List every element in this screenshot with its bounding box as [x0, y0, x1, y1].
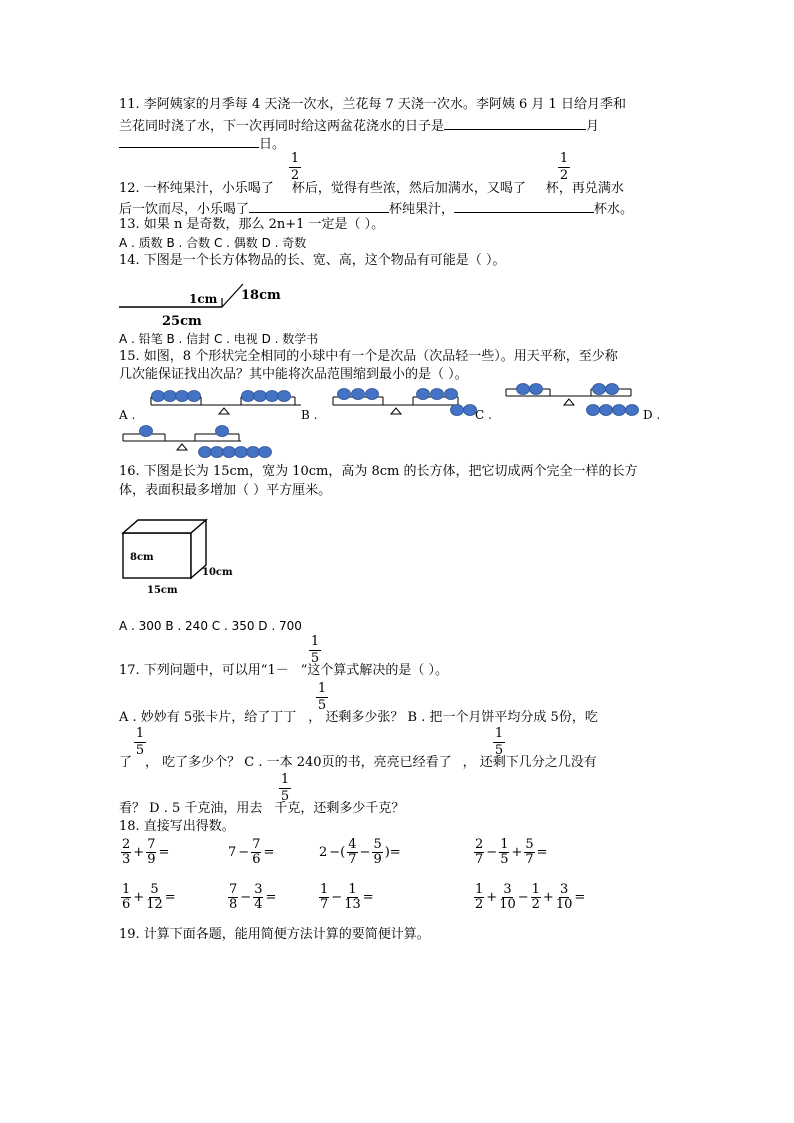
math-token: 6 [252, 852, 261, 867]
q15-option-d-balance[interactable] [123, 426, 272, 458]
math-token: 7 [252, 837, 261, 852]
math-token: = [158, 845, 170, 860]
fraction-denominator: 2 [559, 168, 569, 183]
math-token: 5 [500, 852, 509, 867]
q16-height-label: 8cm [130, 552, 154, 563]
q16-options[interactable]: A . 300 B . 240 C . 350 D . 700 [119, 619, 302, 633]
math-token: 5 [150, 882, 159, 897]
math-token: − [331, 890, 343, 905]
q17-option-d[interactable]: 看？ D . 5 千克油，用去 [119, 801, 263, 816]
fraction [499, 838, 509, 867]
math-token: 12 [146, 897, 163, 912]
fraction [474, 838, 484, 867]
math-token: 4 [254, 897, 263, 912]
fraction [474, 883, 484, 912]
math-token: 3 [559, 882, 569, 897]
math-token: = [265, 890, 277, 905]
q19-title: 19. 计算下面各题，能用简便方法计算的要简便计算。 [119, 927, 430, 942]
q12-water-blank[interactable] [454, 200, 594, 213]
q17-text-b-start: 了 [119, 755, 133, 770]
q12-line1 [119, 181, 624, 197]
fraction-numerator: 1 [135, 726, 145, 741]
fraction [121, 838, 131, 867]
fraction [319, 883, 329, 912]
fraction [531, 883, 541, 912]
q16-line1: 16. 下图是长为 15cm，宽为 10cm，高为 8cm 的长方体，把它切成两个完全一样的长方 [119, 464, 638, 479]
q12-text-e: 杯纯果汁， [389, 202, 455, 217]
fraction [347, 838, 357, 867]
q17-option-a[interactable]: A . 妙妙有 5张卡片，给了丁丁 [119, 710, 297, 725]
math-token: + [486, 890, 498, 905]
fraction [121, 883, 131, 912]
q11-unit-day: 日。 [259, 137, 286, 152]
q12-text-c: 杯，再兑满水 [545, 181, 624, 196]
math-token: 7 [525, 852, 534, 867]
q17-option-b[interactable]: ， 还剩多少张？ B . 把一个月饼平均分成 5份，吃 [308, 710, 598, 725]
q15-option-c-balance[interactable] [506, 384, 639, 416]
q15-option-a-label[interactable]: A . [119, 408, 136, 422]
q17-option-d-rest: 千克，还剩多少千克？ [274, 801, 405, 816]
math-token: 10 [555, 897, 573, 912]
q17-fraction-c [493, 727, 505, 758]
fraction [228, 883, 238, 912]
math-token: 4 [348, 837, 357, 852]
math-token: 1 [122, 882, 131, 897]
math-token: 2 [475, 897, 484, 912]
q15-line2: 几次能保证找出次品？其中能将次品范围缩到最小的是（ ）。 [119, 367, 468, 382]
math-token: 1 [500, 837, 509, 852]
q14-question: 14. 下图是一个长方体物品的长、宽、高，这个物品有可能是（ ）。 [119, 253, 506, 268]
math-token: 1 [320, 882, 329, 897]
math-token: + [542, 890, 554, 905]
math-token: 9 [373, 852, 382, 867]
q11-line3 [119, 135, 285, 153]
math-token: − [486, 845, 498, 860]
math-token: 13 [344, 897, 361, 912]
q11-line2 [119, 117, 599, 135]
q17-option-c-rest: ， 还剩下几分之几没有 [462, 755, 597, 770]
q12-text-a: 12. 一杯纯果汁，小乐喝了 [119, 181, 274, 196]
q12-juice-blank[interactable] [249, 200, 389, 213]
math-token: 8 [229, 897, 238, 912]
fraction-denominator: 5 [135, 743, 145, 758]
q15-option-a-balance[interactable] [151, 391, 301, 415]
q18-problem-7[interactable] [319, 883, 374, 912]
q18-problem-4[interactable] [474, 838, 548, 867]
q17-line2[interactable] [119, 710, 598, 726]
math-token: 3 [122, 852, 131, 867]
math-token: = [574, 890, 586, 905]
math-token: 7 [320, 897, 329, 912]
math-token: = [164, 890, 176, 905]
math-token: 3 [254, 882, 263, 897]
fraction-numerator: 1 [317, 681, 327, 696]
math-token: 1 [531, 882, 540, 897]
math-token: 9 [147, 852, 156, 867]
q15-option-b-balance[interactable] [333, 389, 477, 416]
math-token: 5 [373, 837, 382, 852]
math-token: 2 [531, 897, 540, 912]
q14-width-label: 1cm [189, 292, 218, 306]
fraction-numerator: 1 [310, 634, 320, 649]
math-token: 10 [499, 897, 516, 912]
fraction-numerator: 1 [280, 772, 290, 787]
q11-day-blank[interactable] [119, 135, 259, 148]
fraction-numerator: 1 [494, 726, 504, 741]
math-token: = [362, 890, 374, 905]
math-token: 7 [147, 837, 156, 852]
q12-text-f: 杯水。 [594, 202, 634, 217]
math-token: 7 [475, 852, 484, 867]
math-token: 7 [348, 852, 357, 867]
q17-line1 [119, 663, 448, 679]
q14-height-label: 18cm [241, 288, 281, 303]
q17-text-a: 17. 下列问题中，可以用“1－ [119, 663, 289, 678]
q11-text: 兰花同时浇了水，下一次再同时给这两盆花浇水的日子是 [119, 119, 445, 134]
q11-unit-month: 月 [586, 119, 600, 134]
math-token: = [536, 845, 548, 860]
fraction-denominator: 2 [290, 168, 300, 183]
q15-option-c-label[interactable]: C . [475, 408, 492, 422]
math-token: − [517, 890, 529, 905]
q14-dimension-figure [115, 270, 315, 332]
math-token: − [238, 845, 250, 860]
math-token: −( [329, 845, 346, 860]
q17-text-b: ”这个算式解决的是（ ）。 [300, 663, 449, 678]
math-token: + [511, 845, 523, 860]
q18-problem-5[interactable] [121, 883, 176, 912]
q18-title: 18. 直接写出得数。 [119, 819, 235, 834]
q15-option-b-label[interactable]: B . [301, 408, 318, 422]
fraction [344, 883, 361, 912]
q16-cuboid-figure [115, 515, 245, 600]
q15-option-d-label[interactable]: D . [643, 408, 661, 422]
fraction-denominator: 5 [317, 698, 327, 713]
q15-balance-figures [115, 383, 675, 458]
math-token: 2 [319, 845, 328, 860]
fraction [146, 838, 156, 867]
fraction [146, 883, 163, 912]
q17-fraction-a [316, 682, 328, 713]
math-token: − [240, 890, 252, 905]
q12-line2 [119, 200, 633, 218]
q18-problem-2[interactable] [228, 838, 274, 867]
math-token: 1 [348, 882, 357, 897]
q18-problem-6[interactable] [228, 883, 276, 912]
math-token: + [133, 845, 145, 860]
q18-problem-8[interactable] [474, 883, 585, 912]
q17-fraction-d [279, 773, 291, 804]
fraction [556, 883, 573, 912]
math-token: 2 [475, 837, 484, 852]
q13-options[interactable]: A . 质数 B . 合数 C . 偶数 D . 奇数 [119, 236, 307, 250]
math-token: = [263, 845, 275, 860]
math-token: 5 [525, 837, 534, 852]
q12-text-d: 后一饮而尽，小乐喝了 [119, 202, 250, 217]
q12-text-b: 杯后，觉得有些浓，然后加满水，又喝了 [291, 181, 526, 196]
q14-length-label: 25cm [162, 314, 202, 329]
q16-width-label: 10cm [202, 567, 233, 578]
q18-problem-3[interactable] [319, 838, 401, 867]
q14-options[interactable]: A . 铅笔 B . 信封 C . 电视 D . 数学书 [119, 332, 319, 346]
fraction-numerator: 1 [290, 151, 300, 166]
math-token: 7 [228, 845, 237, 860]
math-token: + [133, 890, 145, 905]
fraction-denominator: 5 [280, 789, 290, 804]
q17-line3[interactable] [119, 755, 597, 771]
q11-line1: 11. 李阿姨家的月季每 4 天浇一次水，兰花每 7 天浇一次水。李阿姨 6 月 1 日给月季和 [119, 97, 626, 112]
q17-line4[interactable] [119, 801, 404, 817]
q11-month-blank[interactable] [444, 117, 586, 130]
math-token: )= [384, 845, 401, 860]
q17-fraction-b [134, 727, 146, 758]
fraction [499, 883, 516, 912]
q12-fraction-2 [558, 152, 570, 183]
math-token: 1 [475, 882, 484, 897]
math-token: 2 [122, 837, 131, 852]
math-token: 6 [122, 897, 131, 912]
fraction [253, 883, 263, 912]
fraction [372, 838, 382, 867]
fraction [524, 838, 534, 867]
q12-fraction-1 [289, 152, 301, 183]
math-token: − [359, 845, 371, 860]
q17-fraction-main [309, 635, 321, 666]
fraction-denominator: 5 [494, 743, 504, 758]
q17-option-c[interactable]: ， 吃了多少个？ C . 一本 240页的书，亮亮已经看了 [145, 755, 452, 770]
q15-line1: 15. 如图，8 个形状完全相同的小球中有一个是次品（次品轻一些）。用天平称，至少称 [119, 349, 618, 364]
fraction-denominator: 5 [310, 651, 320, 666]
math-token: 7 [229, 882, 238, 897]
q13-question: 13. 如果 n 是奇数，那么 2n+1 一定是（ ）。 [119, 217, 385, 232]
fraction-numerator: 1 [559, 151, 569, 166]
q16-line2: 体，表面积最多增加（ ）平方厘米。 [119, 483, 332, 498]
math-token: 3 [503, 882, 512, 897]
fraction [251, 838, 261, 867]
q16-length-label: 15cm [147, 585, 178, 596]
q18-problem-1[interactable] [121, 838, 169, 867]
